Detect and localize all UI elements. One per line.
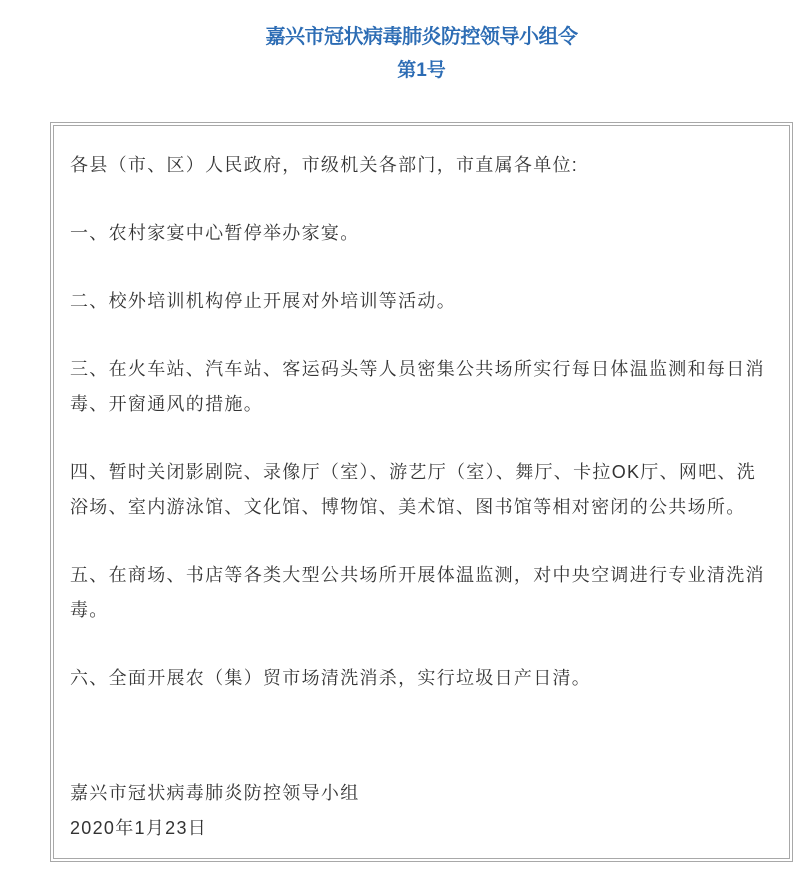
document-page	[50, 0, 793, 862]
issue-date: 2020年1月23日	[70, 818, 208, 838]
signature-block	[70, 776, 773, 846]
document-number: 第1号	[397, 60, 446, 81]
issuing-authority: 嘉兴市冠状病毒肺炎防控领导小组	[70, 783, 360, 803]
order-item-4: 四、暂时关闭影剧院、录像厅（室）、游艺厅（室）、舞厅、卡拉OK厅、网吧、洗浴场、室内游泳馆、文化馆、博物馆、美术馆、图书馆等相对密闭的公共场所。	[70, 462, 757, 517]
order-item-5: 五、在商场、书店等各类大型公共场所开展体温监测，对中央空调进行专业清洗消毒。	[70, 565, 765, 620]
document-body-box	[50, 122, 793, 862]
salutation-line: 各县（市、区）人民政府，市级机关各部门，市直属各单位:	[70, 155, 579, 175]
order-item-2: 二、校外培训机构停止开展对外培训等活动。	[70, 291, 456, 311]
order-item-6: 六、全面开展农（集）贸市场清洗消杀，实行垃圾日产日清。	[70, 668, 592, 688]
order-item-1: 一、农村家宴中心暂停举办家宴。	[70, 223, 360, 243]
order-item-3: 三、在火车站、汽车站、客运码头等人员密集公共场所实行每日体温监测和每日消毒、开窗通风的措施。	[70, 359, 765, 414]
document-title: 嘉兴市冠状病毒肺炎防控领导小组令	[265, 26, 578, 48]
